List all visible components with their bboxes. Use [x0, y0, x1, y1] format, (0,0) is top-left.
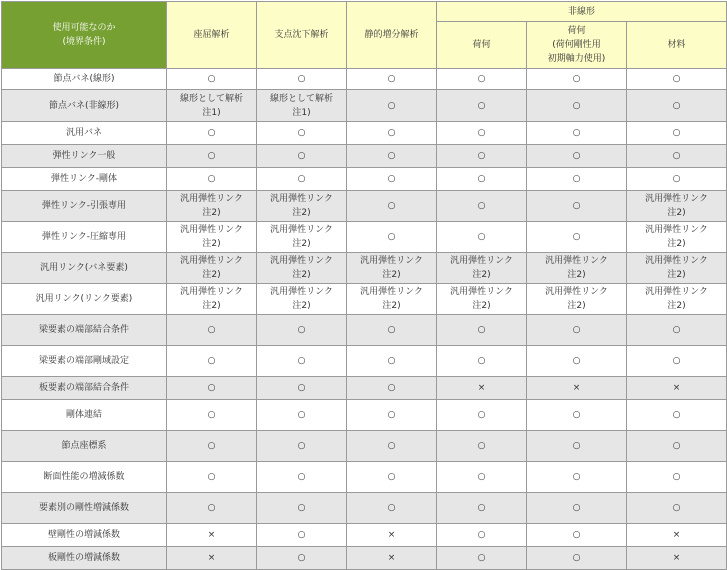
table-cell: ○: [437, 547, 527, 570]
table-cell: ○: [437, 315, 527, 346]
header-nonlinear-material: 材料: [627, 22, 727, 69]
table-cell: ×: [627, 377, 727, 400]
row-label: 板剛性の増減係数: [2, 547, 167, 570]
row-label: 弾性リンク-引張専用: [2, 191, 167, 222]
row-label: 汎用バネ: [2, 122, 167, 145]
table-cell: ○: [167, 462, 257, 493]
table-cell: 線形として解析 注1): [257, 90, 347, 122]
table-cell: 汎用弾性リンク 注2): [167, 222, 257, 253]
table-row: [2, 377, 727, 400]
table-cell: ○: [627, 431, 727, 462]
table-cell: ○: [527, 90, 627, 122]
table-cell: ×: [347, 547, 437, 570]
table-cell: ○: [527, 222, 627, 253]
table-row: [2, 346, 727, 377]
table-cell: 汎用弾性リンク 注2): [627, 253, 727, 284]
table-cell: ○: [347, 346, 437, 377]
table-cell: ○: [257, 431, 347, 462]
table-cell: ×: [437, 377, 527, 400]
table-cell: 汎用弾性リンク 注2): [167, 191, 257, 222]
table-cell: ○: [167, 400, 257, 431]
table-cell: ○: [167, 431, 257, 462]
table-cell: ○: [167, 168, 257, 191]
table-cell: ○: [527, 493, 627, 524]
row-label: 節点バネ(非線形): [2, 90, 167, 122]
table-cell: ○: [167, 493, 257, 524]
table-cell: ○: [347, 315, 437, 346]
table-cell: ○: [437, 122, 527, 145]
table-row: [2, 284, 727, 315]
table-cell: ×: [167, 524, 257, 547]
table-cell: ○: [257, 493, 347, 524]
row-label: 要素別の剛性増減係数: [2, 493, 167, 524]
table-cell: ○: [627, 315, 727, 346]
table-cell: ○: [347, 145, 437, 168]
row-label: 壁剛性の増減係数: [2, 524, 167, 547]
table-cell: ○: [167, 69, 257, 90]
table-row: [2, 431, 727, 462]
table-cell: ○: [347, 191, 437, 222]
table-cell: ○: [527, 69, 627, 90]
row-label: 汎用リンク(バネ要素): [2, 253, 167, 284]
table-cell: ○: [257, 462, 347, 493]
table-row: [2, 168, 727, 191]
table-row: [2, 524, 727, 547]
table-cell: 汎用弾性リンク 注2): [627, 222, 727, 253]
table-cell: ○: [257, 122, 347, 145]
row-label: 梁要素の端部剛域設定: [2, 346, 167, 377]
table-cell: 汎用弾性リンク 注2): [527, 253, 627, 284]
table-cell: ○: [347, 90, 437, 122]
table-cell: ○: [627, 90, 727, 122]
table-cell: ○: [437, 90, 527, 122]
table-cell: ○: [437, 462, 527, 493]
table-cell: 汎用弾性リンク 注2): [347, 253, 437, 284]
table-cell: ○: [527, 122, 627, 145]
table-row: [2, 90, 727, 122]
table-row: [2, 547, 727, 570]
table-cell: 汎用弾性リンク 注2): [167, 284, 257, 315]
header-nonlinear: 非線形: [437, 2, 727, 22]
table-cell: ○: [167, 377, 257, 400]
table-row: [2, 222, 727, 253]
table-cell: ○: [527, 191, 627, 222]
table-cell: ○: [167, 122, 257, 145]
table-cell: 線形として解析 注1): [167, 90, 257, 122]
table-cell: ○: [167, 145, 257, 168]
table-cell: ○: [527, 524, 627, 547]
row-label: 断面性能の増減係数: [2, 462, 167, 493]
row-label: 弾性リンク一般: [2, 145, 167, 168]
table-cell: ×: [347, 524, 437, 547]
table-cell: 汎用弾性リンク 注2): [437, 284, 527, 315]
row-label: 弾性リンク-圧縮専用: [2, 222, 167, 253]
table-cell: ○: [627, 493, 727, 524]
table-row: [2, 493, 727, 524]
table-cell: ○: [437, 69, 527, 90]
table-cell: ○: [347, 493, 437, 524]
corner-header: 使用可能なのか (境界条件): [2, 2, 167, 69]
table-cell: ○: [527, 400, 627, 431]
table-cell: 汎用弾性リンク 注2): [257, 284, 347, 315]
table-cell: ○: [257, 145, 347, 168]
table-cell: ○: [627, 462, 727, 493]
table-cell: ×: [627, 547, 727, 570]
table-cell: ○: [257, 315, 347, 346]
table-cell: ×: [167, 547, 257, 570]
table-cell: ○: [257, 400, 347, 431]
table-cell: ○: [527, 462, 627, 493]
table-cell: ○: [437, 400, 527, 431]
table-row: [2, 253, 727, 284]
table-cell: ○: [627, 69, 727, 90]
table-cell: ○: [437, 222, 527, 253]
table-cell: ○: [627, 168, 727, 191]
table-cell: ○: [167, 315, 257, 346]
table-cell: 汎用弾性リンク 注2): [627, 284, 727, 315]
table-cell: ○: [527, 168, 627, 191]
table-row: [2, 69, 727, 90]
table-cell: ○: [347, 431, 437, 462]
row-label: 汎用リンク(リンク要素): [2, 284, 167, 315]
table-cell: ○: [257, 346, 347, 377]
table-cell: ○: [437, 346, 527, 377]
table-cell: ○: [347, 400, 437, 431]
table-cell: ○: [527, 145, 627, 168]
table-cell: ○: [437, 191, 527, 222]
table-row: [2, 462, 727, 493]
header-buckling-analysis: 座屈解析: [167, 2, 257, 69]
table-cell: ○: [347, 122, 437, 145]
table-cell: ○: [627, 145, 727, 168]
row-label: 剛体連結: [2, 400, 167, 431]
table-cell: ○: [627, 346, 727, 377]
table-cell: 汎用弾性リンク 注2): [257, 253, 347, 284]
table-cell: ○: [527, 315, 627, 346]
table-cell: ○: [437, 493, 527, 524]
header-support-settlement: 支点沈下解析: [257, 2, 347, 69]
table-cell: 汎用弾性リンク 注2): [257, 222, 347, 253]
table-cell: ○: [257, 69, 347, 90]
table-row: [2, 315, 727, 346]
table-cell: 汎用弾性リンク 注2): [527, 284, 627, 315]
table-cell: ×: [527, 377, 627, 400]
table-cell: 汎用弾性リンク 注2): [257, 191, 347, 222]
table-cell: ○: [257, 377, 347, 400]
table-cell: ○: [347, 69, 437, 90]
table-cell: ○: [347, 462, 437, 493]
table-row: [2, 145, 727, 168]
table-row: [2, 400, 727, 431]
boundary-condition-table: [1, 1, 727, 570]
table-cell: ○: [437, 524, 527, 547]
table-cell: 汎用弾性リンク 注2): [167, 253, 257, 284]
table-row: [2, 122, 727, 145]
table-cell: ○: [437, 431, 527, 462]
table-cell: ○: [527, 346, 627, 377]
table-cell: ○: [527, 547, 627, 570]
table-cell: 汎用弾性リンク 注2): [347, 284, 437, 315]
row-label: 弾性リンク-剛体: [2, 168, 167, 191]
row-label: 節点座標系: [2, 431, 167, 462]
header-nonlinear-geometric: 荷何: [437, 22, 527, 69]
header-static-incremental: 静的増分解析: [347, 2, 437, 69]
table-cell: 汎用弾性リンク 注2): [627, 191, 727, 222]
table-cell: ○: [167, 346, 257, 377]
table-cell: ○: [437, 145, 527, 168]
table-cell: ○: [527, 431, 627, 462]
table-cell: ○: [257, 524, 347, 547]
header-nonlinear-geometric-initial: 荷何 (荷何剛性用 初期軸力使用): [527, 22, 627, 69]
table-row: [2, 191, 727, 222]
table-cell: ○: [437, 168, 527, 191]
table-cell: ○: [257, 547, 347, 570]
table-body: [2, 69, 727, 570]
table-cell: ○: [347, 168, 437, 191]
row-label: 梁要素の端部結合条件: [2, 315, 167, 346]
table-cell: 汎用弾性リンク 注2): [437, 253, 527, 284]
table-cell: ○: [257, 168, 347, 191]
row-label: 板要素の端部結合条件: [2, 377, 167, 400]
table-cell: ○: [627, 400, 727, 431]
table-cell: ×: [627, 524, 727, 547]
table-cell: ○: [347, 222, 437, 253]
table-cell: ○: [627, 122, 727, 145]
table-cell: ○: [347, 377, 437, 400]
row-label: 節点バネ(線形): [2, 69, 167, 90]
